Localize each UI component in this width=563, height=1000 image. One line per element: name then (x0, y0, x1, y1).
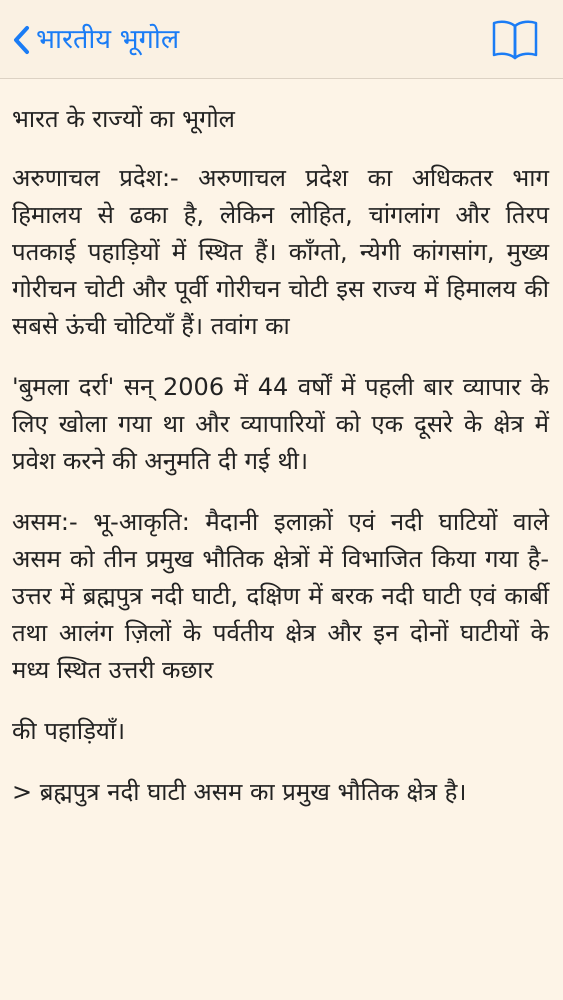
book-open-icon (491, 17, 539, 61)
article-paragraph-brahmaputra: > ब्रह्मपुत्र नदी घाटी असम का प्रमुख भौतिक क्षेत्र है। (12, 778, 467, 806)
article-paragraph-assam: असम:- भू-आकृति: मैदानी इलाक़ों एवं नदी घाटियों वाले असम को तीन प्रमुख भौतिक क्षेत्रों में विभाजित किया गया है- उत्तर में ब्रह्मपुत्र नदी घाटी, दक्षिण में बरक नदी घाटी एवं कार्बी तथा आलंग ज़िलों के पर्वतीय क्षेत्र और इन दोनों घाटीयों के मध्य स्थित उत्तरी कछार (12, 508, 549, 684)
article-heading: भारत के राज्यों का भूगोल (12, 105, 235, 133)
article-content (0, 79, 563, 811)
article-paragraph-hills: की पहाड़ियाँ। (12, 717, 126, 745)
article-paragraph-arunachal: अरुणाचल प्रदेश:- अरुणाचल प्रदेश का अधिकतर भाग हिमालय से ढका है, लेकिन लोहित, चांगलांग और तिरप पतकाई पहाड़ियों में स्थित हैं। काँग्तो, न्येगी कांगसांग, मुख्य गोरीचन चोटी और पूर्वी गोरीचन चोटी इस राज्य में हिमालय की सबसे ऊंची चोटियाँ हैं। तवांग का (12, 164, 549, 340)
back-button-label: भारतीय भूगोल (36, 24, 180, 55)
back-button[interactable] (12, 20, 179, 60)
chevron-left-icon (12, 25, 30, 55)
article-paragraph-bumla: 'बुमला दर्रा' सन् 2006 में 44 वर्षों में पहली बार व्यापार के लिए खोला गया था और व्यापारियों को एक दूसरे के क्षेत्र में प्रवेश करने की अनुमति दी गई थी। (12, 373, 549, 475)
bookmarks-button[interactable] (491, 17, 539, 61)
navigation-bar (0, 0, 563, 79)
